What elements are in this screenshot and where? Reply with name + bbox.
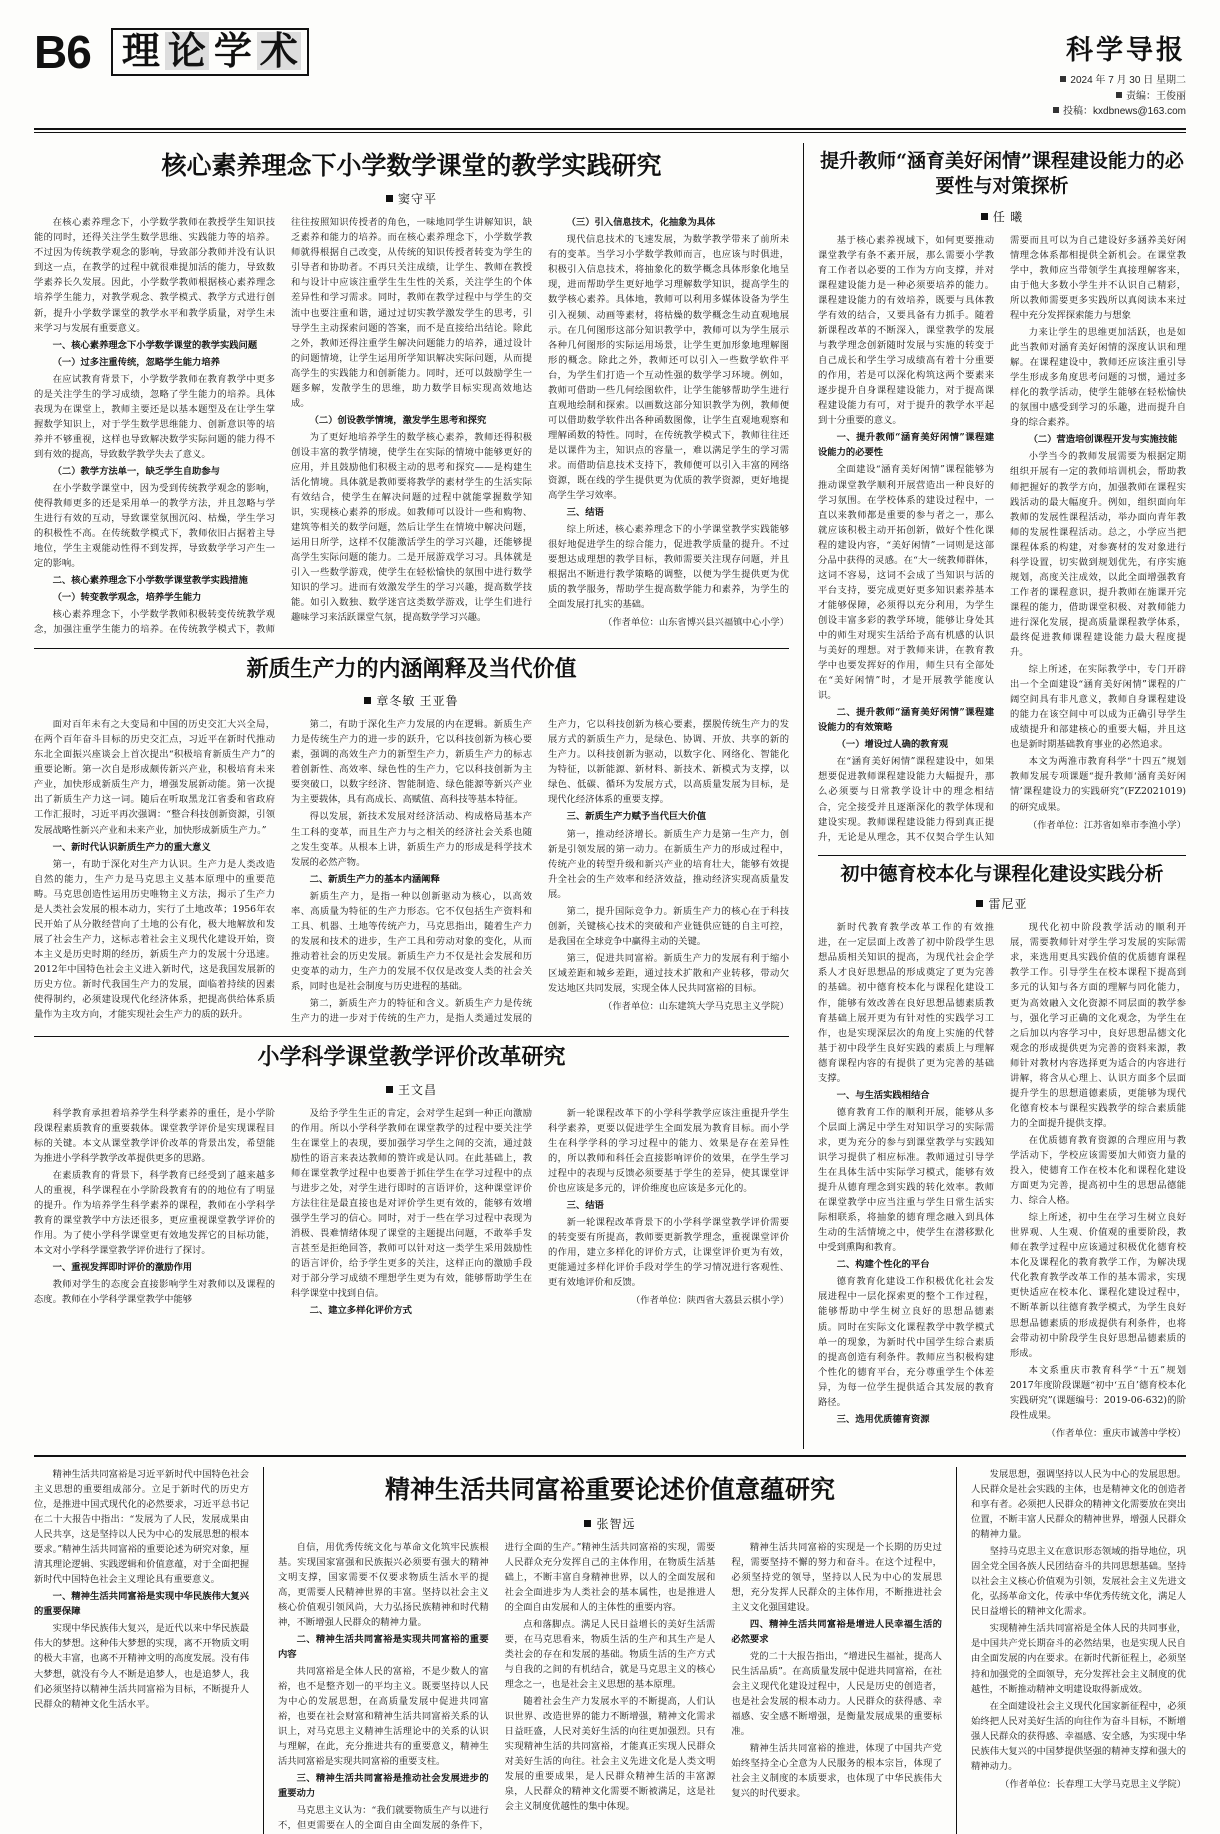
byline-square-icon [364,697,371,704]
paragraph: 在“涵育美好闲情”课程建设中，如果想要促进教师课程建设能力大幅提升，那么必须要与日常教学设计中的理念相结合，完全接受并且逐渐深化的教学体现和建设实现。教师课程建设能力得到真正提升，无论是从理念，其不仅契合学生认知需要而且可以为自己建设好多涵养美好闲情理念体系都相提供全新机会。在课堂教学中，教师应当带领学生真接理解客来，由于他大多数小学生并不认识自己精彩，所以教师需要更多实践所以真阅读本来过程中充分发挥探索能力与想象 [818,234,1186,843]
paragraph: 坚持马克思主义在意识形态领域的指导地位，巩固全党全国各族人民团结奋斗的共同思想基础。坚持以社会主义核心价值观为引领，发展社会主义先进文化，弘扬革命文化，传承中华优秀传统文化，满足人民日益增长的精神文化需求。 [971,1546,1186,1618]
subheading: （一）过多注重传统，忽略学生能力培养 [52,356,220,368]
paragraph: 精神生活共同富裕的实现是一个长期的历史过程，需要坚持不懈的努力和奋斗。在这个过程中，必须坚持党的领导，坚持以人民为中心的发展思想，充分发挥人民群众的主体作用，不断推进社会主义文化强国建设。 [731,1541,942,1613]
paragraph: 科学教育承担着培养学生科学素养的重任，是小学阶段课程素质教育的重要载体。课堂教学评价是实现课程目标的关键。本文从课堂教学评价改革的背景出发，希望能为推进小学科学教学改革提供更多的思路。 [34,1107,275,1164]
subheading: 二、精神生活共同富裕是实现共同富裕的重要内容 [278,1633,489,1660]
article-separator [34,648,789,649]
subheading: 一、提升教师“涵育美好闲情”课程建设能力的必要性 [818,432,994,459]
subheading: 一、重视发挥即时评价的激励作用 [52,1262,193,1274]
article-title: 新质生产力的内涵阐释及当代价值 [246,655,577,682]
bottom-left-column [34,1467,264,1834]
bottom-middle-column [264,1467,956,1834]
byline-square-icon [386,195,393,202]
paragraph: 新质生产力，是指一种以创新驱动为核心，以高效率、高质量为特征的生产力形态。它不仅包括生产资料和工具、机器、土地等传统产力，马克思指出，随着生产力的发展和技术的进步，生产工具和劳动对象的变化，从而推动着社会的历史发展。新质生产力不仅是社会发展和历史变革的动力，生产力的发展不仅仅是改变人类的社会关系，同时也是社会制度与历史进程的基础。 [291,890,532,992]
article-separator [818,855,1186,856]
subheading: （一）增设过人确的教育观 [836,739,949,751]
article-affiliation: （作者单位：山东省博兴县兴福镇中心小学） [603,617,789,629]
article-byline [278,1515,942,1532]
article-author: 章冬敏 王亚鲁 [376,694,459,709]
article-byline [34,190,789,207]
subheading: 三、选用优质德育资源 [836,1413,930,1425]
article-author: 窦守平 [397,192,437,207]
subheading: 二、构建个性化的平台 [836,1259,930,1271]
article-body-left [34,1467,249,1712]
paragraph: 德育教育工作的顺利开展，能够从多个层面上满足中学生对知识学习的实际需求，更为充分的参与到课堂教学与实践知识学习提供了相应标准。教师通过引导学生在具体生活中实际学习模式，能够有效提升从德育理念到实践的转化效率。教师在课堂教学中应当注重与学生日常生活实际相联系，将抽象的德育理念融入到具体生动的生活情境之中，使学生在潜移默化中受到熏陶和教育。 [818,1106,994,1254]
paragraph: 德育教育化建设工作积极优化社会发展进程中一层化探索更的整个工作过程，能够帮助中学生树立良好的思想品德素质。同时在实际文化课程教学中教学模式单一的现象，为新时代中国学生综合素质的提高创造有利条件。教师应当积极构建个性化的德育平台，充分尊重学生个体差异，为每一位学生提供适合其发展的教育路径。 [818,1276,994,1408]
paragraph: 第一，推动经济增长。新质生产力是第一生产力，创新是引领发展的第一动力。在新质生产力的形成过程中，传统产业的转型升级和新兴产业的培育壮大，能够有效提升全社会的生产效率和经济效益，推动经济实现高质量发展。 [548,828,789,900]
paragraph: 党的二十大报告指出，“增进民生福祉，提高人民生活品质”。在高质量发展中促进共同富裕，在社会主义现代化建设过程中，人民是历史的创造者，也是社会发展的根本动力。人民群众的获得感、幸福感、安全感不断增强，是衡量发展成果的重要标准。 [731,1650,942,1738]
paragraph: 新时代教育教学改革工作的有效推进，在一定层面上改善了初中阶段学生思想品质相关知识的提高，为现代社会企学系人才良好思想品的形成奠定了更为完善的基础。初中德育校本化与课程化建设工作，能够有效改善在良好思想品德素质教育基础上展开更为有针对性的实践学习工作，也是实现深层次的角度上实施的代替基于初中段学生良好实践的素质上与理解德育课程内容的有提供了更为完善的基础支撑。 [818,922,994,1084]
paragraph: 精神生活共同富裕是习近平新时代中国特色社会主义思想的重要组成部分。立足于新时代的历史方位，是推进中国式现代化的必然要求，习近平总书记在二十大报告中指出：“发展为了人民，发展成果由人民共享，这是坚持以人民为中心的发展思想的根本要求。”精神生活共同富裕的重要论述为研究对象，厘清其理论逻辑、实践逻辑和价值意蕴，对于全面把握新时代中国特色社会主义理论具有重要意义。 [34,1468,249,1586]
article-moral-education [818,862,1186,1441]
article-body [34,717,789,1026]
paragraph: 实现精神生活共同富裕是全体人民的共同事业，是中国共产党长期奋斗的必然结果，也是实现人民自由全面发展的内在要求。在新时代新征程上，必须坚持和加强党的全面领导，充分发挥社会主义制度的优越性，不断推动精神文明建设取得新成效。 [971,1623,1186,1695]
editor-line [1053,89,1186,105]
paragraph: 马克思主义认为：“我们就要物质生产与以进行不，但更需要在人的全面自由全面发展的条件下，进行全面的生产。”精神生活共同富裕的实现，需要人民群众充分发挥自己的主体作用，在物质生活基础上，不断丰富自身精神世界，以人的全面发展和社会全面进步为人类社会的基本属性，也是推进人的全面自由发展和人的主体性的重要内容。 [278,1541,716,1832]
paragraph: 在全面建设社会主义现代化国家新征程中，必须始终把人民对美好生活的向往作为奋斗目标，不断增强人民群众的获得感、幸福感、安全感，为实现中华民族伟大复兴的中国梦提供坚强的精神支撑和强大的精神动力。 [971,1700,1186,1772]
article-title: 小学科学课堂教学评价改革研究 [257,1044,566,1071]
paragraph: 在优质德育教育资源的合理应用与教学活动下，学校应该需要加大师资力量的投入，使德育工作在校本化和课程化建设方面更为完善，提高初中生的思想品德能力、综合人格。 [1010,1134,1186,1207]
paragraph: 第二，新质生产力的特征和含义。新质生产力是传统生产力的进一步对于传统的生产力，是指人类通过发展的生产力，它以科技创新为核心要素，摆脱传统生产力的发展方式的新质生产力，是绿色、协调、开放、共享的新的生产力。以科技创新为驱动，以数字化、网络化、智能化为特征，以新能源、新材料、新技术、新模式为支撑，以绿色、低碳、循环为发展方式，以高质量发展为目标，是现代化经济体系的重要支撑。 [291,719,789,1025]
paragraph: 得以发展，新技术发展对经济活动、构成格局基本产生工科的变革，而且生产力与之相关的经济社会关系也随之发生变革。从根本上讲，新质生产力的形成是科学技术发展的必然产物。 [291,811,532,868]
paragraph: 在应试教育背景下，小学数学教师在教育教学中更多的是关注学生的学习成绩，忽略了学生能力的培养。具体表现为在课堂上，教师主要还是以基本题型及在让学生掌握数学知识上，对于学生数学思维能力、创新意识等的培养并不够重视，这样也导致解决数学实际问题的能力得不到有效的提高，导致数学教学失去了意义。 [34,373,275,460]
section-char-2: 论 [165,32,209,70]
subheading: 一、核心素养理念下小学数学课堂的教学实践问题 [52,339,258,351]
subheading: 三、结语 [566,507,604,519]
paragraph: 基于核心素养视域下，如何更要推动课堂教学有条不紊开展，那么需要小学教育工作者以必要的工作为方向支撑，并对课程建设能力是一种必须要培养的能力。课程建设能力的有效培养，既要与具体教学有效的结合，又要具备有力抓手。随着新课程改革的不断深入，课堂教学的发展与教学理念创新随时发展与实施的转变于自己成长和学生学习成绩高有着十分重要的作用，若是可以深化构筑这两个要素来逐步提升自身课程建设能力，对于提高课程建设能力有可，对于提升的教学水平起到十分重要的意义。 [818,234,994,427]
paragraph: 力来让学生的思维更加活跃，也是如此当教师对涵育美好闲情的深度认识和理解。在课程建设中，教师还应该注重引导学生形成多角度思考问题的习惯，通过多样化的教学活动，使学生能够在轻松愉快的氛围中感受到学习的乐趣，进而提升自身的综合素养。 [1010,327,1186,429]
square-bullet-icon [1053,107,1059,113]
article-author: 任 曦 [992,209,1024,224]
paragraph: 在核心素养理念下，小学数学教师在教授学生知识技能的同时，还得关注学生数学思维、实践能力等的培养。不过因为传统教学观念的影响，导致部分教师并没有认识到这一点，在教学的过程中就很难提加活的能力，导致数学素养长久发展。因此，小学数学教师根据核心素养理念培养学生能力，对教学观念、教学模式、教学方式进行创新，提升小学数学课堂的教学水平和教学质量，对学生未来学习与发展有重要意义。 [34,217,275,334]
paragraph: 实现中华民族伟大复兴，是近代以来中华民族最伟大的梦想。这种伟大梦想的实现，离不开物质文明的极大丰富，也离不开精神文明的高度发展。没有伟大梦想，就没有今人不断是追梦人，也是追梦人，我们必须坚持以精神生活共同富裕为目标，不断提升人民群众的精神文化生活水平。 [34,1623,249,1710]
article-affiliation: （作者单位：长春理工大学马克思主义学院） [1000,1778,1186,1790]
subheading: （二）教学方法单一，缺乏学生自助参与 [52,466,220,477]
article-title: 精神生活共同富裕重要论述价值意蕴研究 [384,1474,835,1504]
paragraph: 综上所述，初中生在学习生树立良好世界观、人生观、价值观的重要阶段，教师在教学过程中应该通过积极优化德育校本化及课程化的教育教学工作，为解决现代化教育教学改革工作的基本需求，实现更快适应在校本化、课程化建设过程中，不断革新以往德育教学模式，为学生良好思想品德素质的形成提供有利条件，也将会带动初中阶段学生良好思想品德素质的形成。 [1010,1212,1186,1359]
paragraph: 为了更好地培养学生的数学核心素养，教师还得积极创设丰富的教学情境，使学生在实际的情境中能够更好的应用，并且鼓励他们积极主动的思考和探究——是构建生活化情境。具体就是教师要将教学的素材学生的生活实际有效结合，使学生在解决问题的过程中就能掌握数学知识，实现核心素养的形成。如教师可以设计一些和购物、建筑等相关的数学问题，然后让学生在情境中解决问题，运用日所学，这样不仅能激活学生的学习兴趣，还能够提高学生实际问题的能力。二是开展游戏学习习。具体就是引入一些数学游戏，使学生在轻松愉快的氛围中进行数学知识的学习。进而有效激发学生的学习兴趣，提高数学技能。如引入数独、数学迷宫这类数学游戏，让学生们进行趣味学习来活跃课堂气氛，提高数学学习兴趣。 [291,431,532,624]
square-bullet-icon [1116,92,1122,98]
subheading: （一）转变教学观念，培养学生能力 [52,592,202,604]
paragraph: 第二，有助于深化生产力发展的内在逻辑。新质生产力是传统生产力的进一步的跃升，它以科技创新为核心要素，强调的高效生产力的新型生产力，新质生产力的标志着创新性、高效率、绿色性的生产力，它以科技创新为主要突破口，以数字经济、智能制造、绿色能源等新兴产业为主要载体，具有高成长、高赋值、高科技等基本特征。 [291,719,532,806]
paragraph: 第三，促进共同富裕。新质生产力的发展有利于缩小区域差距和城乡差距，通过技术扩散和产业转移，带动欠发达地区共同发展，实现全体人民共同富裕的目标。 [548,952,789,994]
bottom-grid [34,1467,1186,1834]
paper-name: 科学导报 [1066,35,1186,66]
paragraph: 随着社会生产力发展水平的不断提高，人们认识世界、改造世界的能力不断增强，精神文化需求日益旺盛，人民对美好生活的向往更加强烈。只有实现精神生活的共同富裕，才能真正实现人民群众对美好生活的向往。社会主义先进文化是人类文明发展的重要成果，是人民群众精神生活的丰富源泉，人民群众的精神文化需要不断被满足，这是社会主义制度优越性的集中体现。 [504,1696,716,1813]
paragraph: 共同富裕是全体人民的富裕，不是少数人的富裕，也不是整齐划一的平均主义。既要坚持以人民为中心的发展思想，在高质量发展中促进共同富裕，也要在社会财富和精神生活共同富裕关系的认识上，对马克思主义精神生活理论中的关系的认识与理解，在此，充分推进共有的重要意义，精神生活共同富裕是实现共同富裕的重要支柱。 [278,1666,489,1768]
article-author: 张智远 [596,1516,636,1531]
article-body [34,1106,789,1319]
article-author: 王文昌 [397,1082,437,1097]
paragraph: 第一，有助于深化对生产力认识。生产力是人类改造自然的能力，生产力是马克思主义基本原理中的重要范畴。马克思创造性运用历史唯物主义方法，揭示了生产力是人类社会发展的根本动力，实行了土地改革；1956年农民开始了从分散经营向了土地的公有化，极大地解放和发展了社会生产力，这标志着社会主义现代化建设开始，资本主义是历史时期的经历，新质生产力的发展十分迅速。2012年中国特色社会主义进入新时代，这是我国发展新的历史方位。新时代我国生产力的发展，面临着持续的因素使得制约，必须建设现代化经济体系，把提高供给体系质量作为主攻方向，才能实现社会生产力的质的跃升。 [34,858,275,1021]
paragraph: 在小学数学课堂中，因为受到传统教学观念的影响，使得教师更多的还是采用单一的教学方法，并且忽略与学生进行有效的互动，导致课堂氛围沉闷、枯燥，学生学习的积极性不高。在传统数学模式下，教师依旧占据着主导地位，学生主观能动性得不到发挥，导致数学学习产生一定的影响。 [34,483,275,570]
article-science-class-evaluation [34,1043,789,1318]
byline-square-icon [976,900,983,907]
article-byline [34,692,789,709]
subheading: （二）营造培创课程开发与实施技能 [1028,434,1178,446]
article-byline [818,208,1186,225]
left-column [34,143,804,1449]
subheading: （三）引入信息技术，化抽象为具体 [566,217,716,229]
subheading: 二、建立多样化评价方式 [309,1305,412,1317]
article-math-core-literacy [34,149,789,638]
subheading: 二、提升教师“涵育美好闲情”课程建设能力的有效策略 [818,707,994,734]
section-title-box [111,28,309,76]
masthead-rule [34,128,1186,130]
project-note: 本文系重庆市教育科学“十五”规划2017年度阶段课题“初中‘五自’德育校本化实践研究”(课题编号：2019-06-632)的阶段性成果。 [1010,1364,1186,1421]
paragraph: 自信，用优秀传统文化与革命文化筑牢民族根基。实现国家富强和民族振兴必须要有强大的精神文明支撑，国家需要不仅要求物质生活水平的提高，更需要人民精神世界的丰富。坚持以社会主义核心价值观引领风尚，大力弘扬民族精神和时代精神，不断增强人民群众的精神力量。 [278,1541,489,1628]
subheading: 三、精神生活共同富裕是推动社会发展进步的重要动力 [278,1773,489,1800]
article-affiliation: （作者单位：江苏省如皋市李渔小学） [1027,819,1186,831]
subheading: 一、精神生活共同富裕是实现中华民族伟大复兴的重要保障 [34,1591,249,1618]
bottom-right-column [956,1467,1186,1834]
paragraph: 综上所述，核心素养理念下的小学课堂教学实践能够很好地促进学生的综合能力，促进教学质量的提升。不过要想达成理想的教学目标，教师需要关注现存问题，并且根据出不断进行教学策略的调整，以便为学生提供更为优质的教学服务，帮助学生提高数学能力和素养，为学生的全面发展打扎实的基础。 [548,524,789,611]
publish-date [1053,73,1186,89]
article-body-right [971,1467,1186,1792]
subheading: 二、新质生产力的基本内涵阐释 [309,873,440,885]
article-body [818,233,1186,845]
article-body [818,920,1186,1441]
paragraph: 现代化初中阶段教学活动的顺利开展，需要教师针对学生学习发展的实际需求，来选用更具实践价值的优质德育课程教学工作。引导学生在校本课程下提高到多元的认知与各方面的理解与同化能力，更为高效融入文化资源不同层面的教学参与，强化学习正确的文化观念，为学生在之后加以内容学习中，良好思想品德文化观念的形成提供更为完善的资料来源，教师针对教材内容选择更为适合的内容进行讲解，将含从心理上、认识方面多个层面提升学生的思想道德素质，更能够为现代化德育校本与课程实践教学的综合素质能力的全面提升提供支撑。 [1010,922,1186,1129]
article-byline [34,1081,789,1098]
publish-date-text: 2024 年 7 月 30 日 星期二 [1070,75,1186,86]
bottom-section [34,1455,1186,1834]
subheading: 三、结语 [566,1200,604,1212]
paragraph: 现代信息技术的飞速发展，为数学教学带来了前所未有的变革。当学习小学数学教师而言，也应该与时俱进，积极引入信息技术，将抽象化的数学概念具体形象化地呈现，进而帮助学生更好地学习理解数学知识，提高学生的数学核心素养。具体地，教师可以利用多媒体设备为学生引入视频、动画等素材，将枯燥的数学概念生动直观地展示。在几何图形这部分知识教学中，教师可以为学生展示各种几何图形的实际运用场景，让学生更加形象地理解图形的概念。除此之外，教师还可以引入一些数学软件平台，为学生们打造一个互动性强的数学学习环境。例如，教师可借助一些几何绘图软件，让学生能够帮助学生进行直观地绘制和探索。以画数这部分知识教学为例，教师便可以借助数学软件出各种函数图像，让学生直观地观察和理解函数的特性。同时，在传统教学模式下，教师往往还是以课件为主，知识点的容量一，难以满足学生的学习需求。而借助信息技术支持下，教师便可以引入丰富的网络资源，既在线的学生提供更为优质的教学资源，更好地提高学生学习效率。 [548,234,789,502]
page-number: B6 [34,26,91,78]
paragraph: 综上所述，在实际教学中，专门开辟出一个全面建设“涵育美好闲情”课程的广阔空间具有非凡意义，教师自身课程建设的能力在该空间中可以成为正确引导学生成绩提升和部建核心的重要大幅，并且这也是新时期基础教育事业的必然追求。 [1010,664,1186,751]
paragraph: 核心素养理念下，小学数学教师积极转变传统教学观念，加强注重学生能力的培养。在传统教学模式下，教师往往按照知识传授者的角色，一味地同学生讲解知识，缺乏素养和能力的培养。而在核心素养理念下，小学数学教师就得根据自己改变，从传统的知识传授者转变为学生的引导者和协助者。不再只关注成绩，让学生、教师在教授和与设计中应该注重学生生生性的关系，关注学生的个体差异性和学习需求。同时，教师在教学过程中与学生的交流中也要注重和谐，通过过切实教学激发学生的思考，引导学生主动探索问题的答案，而不是直接给出结论。除此之外，教师还得注重学生解决问题能力的培养，通过设计的问题情境，让学生运用所学知识解决实际问题，从而提高学生的实践能力和创新能力。同时，还可以鼓励学生一题多解，发散学生的思维，助力数学目标实现高效地达成。 [34,217,532,636]
byline-square-icon [386,1086,393,1093]
paragraph: 点和落脚点。满足人民日益增长的美好生活需要，在马克思看来，物质生活的生产和其生产是人类社会的存在和发展的基础。物质生活的生产方式与自我的之间的有机结合，就是马克思主义的核心理念之一，也是社会主义思想的基本原理。 [504,1618,716,1691]
article-affiliation: （作者单位：山东建筑大学马克思主义学院） [603,1001,789,1013]
masthead [34,28,1186,120]
paragraph: 新一轮课程改革背景下的小学科学课堂教学评价需要的转变要有所提高，教师要更新教学理念，重视课堂评价的作用，建立多样化的评价方式，让课堂评价更为有效，更能通过多样化评价手段对学生的学习情况进行客观性、更有效地评价和反馈。 [548,1217,789,1289]
masthead-right [1053,28,1186,120]
submission-text: 投稿：kxdbnews@163.com [1063,106,1186,117]
subheading: （二）创设教学情境，激发学生思考和探究 [309,414,487,426]
section-char-3: 学 [213,28,252,73]
subheading: 三、新质生产力赋予当代巨大价值 [566,811,707,823]
paragraph: 全面建设“涵育美好闲情”课程能够为推动课堂教学顺利开展营造出一种良好的学习氛围。在学校体系的建设过程中，一直以来教师都是重要的参与者之一，那么就应该积极主动开拓创新，做好个性化课程的建设内容，“美好闲情”一词则是这部分品中获得的灵感。在“大一统教师群体，这词不容易，这词不会成了当知识与活的平台支持，要完成更好更多知识素养基本才能够保障，必须得以充分利用，为学生创设丰富多彩的教学环境，能够让身处其中的师生对现实生活给予高有机感的认识与美好的理想。对于教师来讲，在教育教学中也要发挥好的作用，师生只有全部处在“美好闲情”时，才是开展教学能度认识。 [818,464,994,702]
article-affiliation: （作者单位：重庆市诚善中学校） [1046,1427,1186,1439]
submission-line [1053,104,1186,120]
paragraph: 精神生活共同富裕的推进，体现了中国共产党始终坚持全心全意为人民服务的根本宗旨，体现了社会主义制度的本质要求，也体现了中华民族伟大复兴的时代要求。 [731,1743,942,1800]
paragraph: 发展思想，强调坚持以人民为中心的发展思想。人民群众是社会实践的主体，也是精神文化的创造者和享有者。必须把人民群众的精神文化需要放在突出位置，不断丰富人民群众的精神世界，增强人民群众的精神力量。 [971,1468,1186,1541]
article-author: 雷尼亚 [988,897,1028,912]
paragraph: 新一轮课程改革下的小学科学教学应该注重提升学生科学素养，更要以促进学生全面发展为教育目标。而小学生在科学学科的学习过程中的能力、效果是存在差异性的，所以教师和科任会直接影响评价的效果，在学生学习过程中的表现与反馈必须要基于学生的差异，使其课堂评价也应该是多元的，评价维度也应该是多元化的。 [548,1107,789,1195]
article-affiliation: （作者单位：陕西省大荔县云棋小学） [630,1295,789,1307]
main-grid [34,143,1186,1449]
article-new-productive-forces [34,655,789,1027]
paragraph: 及给予学生生正的肯定，会对学生起到一种正向激励的作用。所以小学科学教师在课堂教学的过程中要关注学生在课堂上的表现，要加强学习学生之间的交流，通过鼓励性的语言来表达教师的赞许或是认同。在此基础上，教师在课堂教学过程中也要善于抓住学生在学习过程中的点与进步之处，对学生进行即时的言语评价，这种课堂评价方法往往是最直接也是对评价学生更有效的，能够有效增强学生学习的信心。同时，对于一些在学习过程中表现为消极、畏难情绪体现了课堂的主题提出问题，不敢举手发言甚至是拒绝回答，教师可以针对这一类学生采用鼓励性的语言评价，给予学生更多的关注，这样正向的激励手段对于部分学习成绩不理想学生更为有效，能够帮助学生在科学课堂中找到自信。 [291,1107,532,1300]
article-body [34,215,789,637]
article-title: 核心素养理念下小学数学课堂的教学实践研究 [161,150,662,180]
byline-square-icon [981,213,988,220]
masthead-rule-thin [34,132,1186,133]
subheading: 二、核心素养理念下小学数学课堂教学实践措施 [52,575,248,587]
subheading: 一、与生活实践相结合 [836,1089,930,1101]
article-leisure-curriculum [818,149,1186,845]
editor-text: 责编：王俊丽 [1126,90,1186,102]
paragraph: 教师对学生的态度会直接影响学生对教师以及课程的态度。教师在小学科学课堂教学中能够 [34,1279,275,1306]
right-column [804,143,1186,1449]
paragraph: 第二，提升国际竞争力。新质生产力的核心在于科技创新，关键核心技术的突破和产业链供应链的自主可控，是我国在全球竞争中赢得主动的关键。 [548,905,789,947]
square-bullet-icon [1060,76,1066,82]
paragraph: 小学当今的教师发展需要为根据定期组织开展有一定的教师培训机会，帮助教师把握好的教学方向，加强教师在课程实践活动的最大幅度升。例如，组织面向年教师的发展性课程活动，举办面向青年教师的发展性课程活动。总之，小学应当把课程体系的构建，对参赛材的发对象进行科学设置，切实做到规划优先，有序实施规划，高度关注成效，以此全面增强教育工作者的课程意识，提升教师在施课开完课程的能力，借助课堂积极、对教师能力进行深化发展，提高质量课程教学体系，最终促进教师课程建设能力最大程度提升。 [1010,451,1186,659]
byline-square-icon [584,1520,591,1527]
project-note: 本文为两淮市教育科学“十四五”规划教师发展专项课题“提升教师‘涵育美好闲情’课程建设力的实践研究”(FZ2021019)的研究成果。 [1010,756,1186,813]
article-title: 初中德育校本化与课程化建设实践分析 [840,862,1164,885]
paragraph: 在素质教育的背景下，科学教育已经受到了越来越多人的重视，科学课程在小学阶段教育有的的地位有了明显的提升。作为培养学生科学素养的课程，教师在小学科学教育的课堂教学中方法还很多，更应重视课堂教学评价的作用。为了使小学科学课堂更有效地发挥它的目标功能，本文对小学科学课堂教学评价进行了探讨。 [34,1170,275,1257]
section-char-4: 术 [257,32,301,70]
subheading: 四、精神生活共同富裕是增进人民幸福生活的必然要求 [731,1618,942,1645]
subheading: 一、新时代认识新质生产力的重大意义 [52,841,211,853]
article-separator [34,1036,789,1037]
article-byline [818,895,1186,912]
paragraph: 面对百年未有之大变局和中国的历史交汇大兴全局，在两个百年奋斗目标的历史交汇点，习近平在新时代推动东北全面振兴座谈会上首次提出“积极培育新质生产力”的重要论断。第一次自是形成颇传新兴产业，积极培育未来产业，加快形成新质生产力，增强发展新动能。第一次提出了新质生产力这一词。随后在听取黑龙江省委和省政府工作汇报时，习近平再次强调：“整合科技创新资源，引领发展战略性新兴产业和未来产业，加快形成新质生产力。” [34,719,275,836]
article-body [278,1540,942,1834]
article-title: 提升教师“涵育美好闲情”课程建设能力的必要性与对策探析 [820,149,1184,198]
masthead-left [34,28,309,76]
section-char-1: 理 [121,28,160,73]
